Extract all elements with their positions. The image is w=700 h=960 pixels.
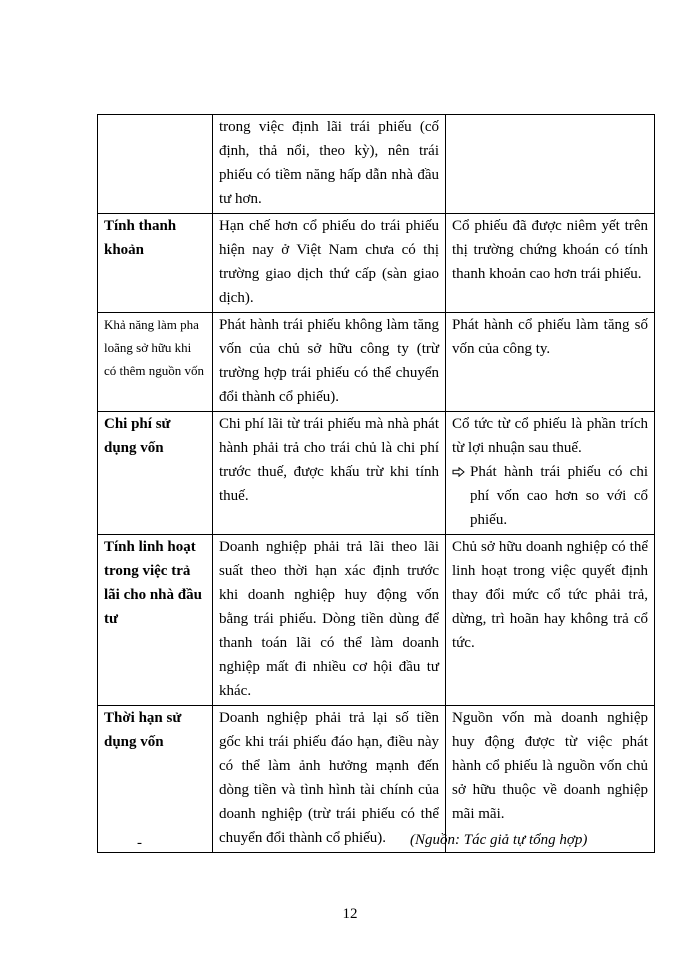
- stock-cell: Chủ sở hữu doanh nghiệp có thể linh hoạt trong việc quyết định thay đổi mức cổ tức phải trả, dừng, trì hoãn hay không trả cổ tức.: [446, 535, 655, 706]
- bond-cell: Doanh nghiệp phải trả lại số tiền gốc khi trái phiếu đáo hạn, điều này có thể làm ảnh hưởng mạnh đến dòng tiền và tình hình tài chính của doanh nghiệp (trừ trái phiếu có thể chuyển đổi thành cổ phiếu).: [213, 706, 446, 853]
- source-note: (Nguồn: Tác giả tự tổng hợp): [410, 832, 588, 848]
- criterion-cell: Chi phí sử dụng vốn: [98, 412, 213, 535]
- bond-cell: Chi phí lãi từ trái phiếu mà nhà phát hành phải trả cho trái chủ là chi phí trước thuế, được khấu trừ khi tính thuế.: [213, 412, 446, 535]
- table-row: [98, 535, 655, 706]
- comparison-table: [97, 114, 655, 853]
- bond-cell: trong việc định lãi trái phiếu (cố định, thả nổi, theo kỳ), nên trái phiếu có tiềm năng hấp dẫn nhà đầu tư hơn.: [213, 115, 446, 214]
- conclusion-line: [452, 460, 648, 532]
- table-row: [98, 706, 655, 853]
- stock-text: Cổ tức từ cổ phiếu là phần trích từ lợi nhuận sau thuế.: [452, 416, 648, 456]
- bond-cell: Doanh nghiệp phải trả lãi theo lãi suất theo thời hạn xác định trước khi doanh nghiệp huy động vốn bằng trái phiếu. Dòng tiền dùng để thanh toán lãi có thể làm doanh nghiệp mất đi nhiều cơ hội đầu tư khác.: [213, 535, 446, 706]
- stock-cell: [446, 115, 655, 214]
- stock-cell: Nguồn vốn mà doanh nghiệp huy động được từ việc phát hành cổ phiếu là nguồn vốn chủ sở hữu thuộc về doanh nghiệp mãi mãi.: [446, 706, 655, 853]
- stock-cell: [446, 412, 655, 535]
- page-number: 12: [342, 906, 358, 922]
- bond-cell: Phát hành trái phiếu không làm tăng vốn của chủ sở hữu công ty (trừ trường hợp trái phiếu có thể chuyển đổi thành cổ phiếu).: [213, 313, 446, 412]
- criterion-cell: Tính linh hoạt trong việc trả lãi cho nhà đầu tư: [98, 535, 213, 706]
- table-row: [98, 214, 655, 313]
- criterion-cell: Khả năng làm pha loãng sở hữu khi có thêm nguồn vốn: [98, 313, 213, 412]
- conclusion-text: Phát hành trái phiếu có chi phí vốn cao hơn so với cổ phiếu.: [470, 464, 648, 528]
- criterion-cell: [98, 115, 213, 214]
- criterion-cell: Thời hạn sử dụng vốn: [98, 706, 213, 853]
- right-arrow-outline-icon: [452, 460, 470, 532]
- criterion-cell: Tính thanh khoản: [98, 214, 213, 313]
- table-row: [98, 115, 655, 214]
- list-dash: -: [137, 835, 142, 851]
- table-row: [98, 412, 655, 535]
- table-row: [98, 313, 655, 412]
- stock-cell: Phát hành cổ phiếu làm tăng số vốn của công ty.: [446, 313, 655, 412]
- stock-cell: Cổ phiếu đã được niêm yết trên thị trường chứng khoán có tính thanh khoản cao hơn trái phiếu.: [446, 214, 655, 313]
- bond-cell: Hạn chế hơn cổ phiếu do trái phiếu hiện nay ở Việt Nam chưa có thị trường giao dịch thứ cấp (sàn giao dịch).: [213, 214, 446, 313]
